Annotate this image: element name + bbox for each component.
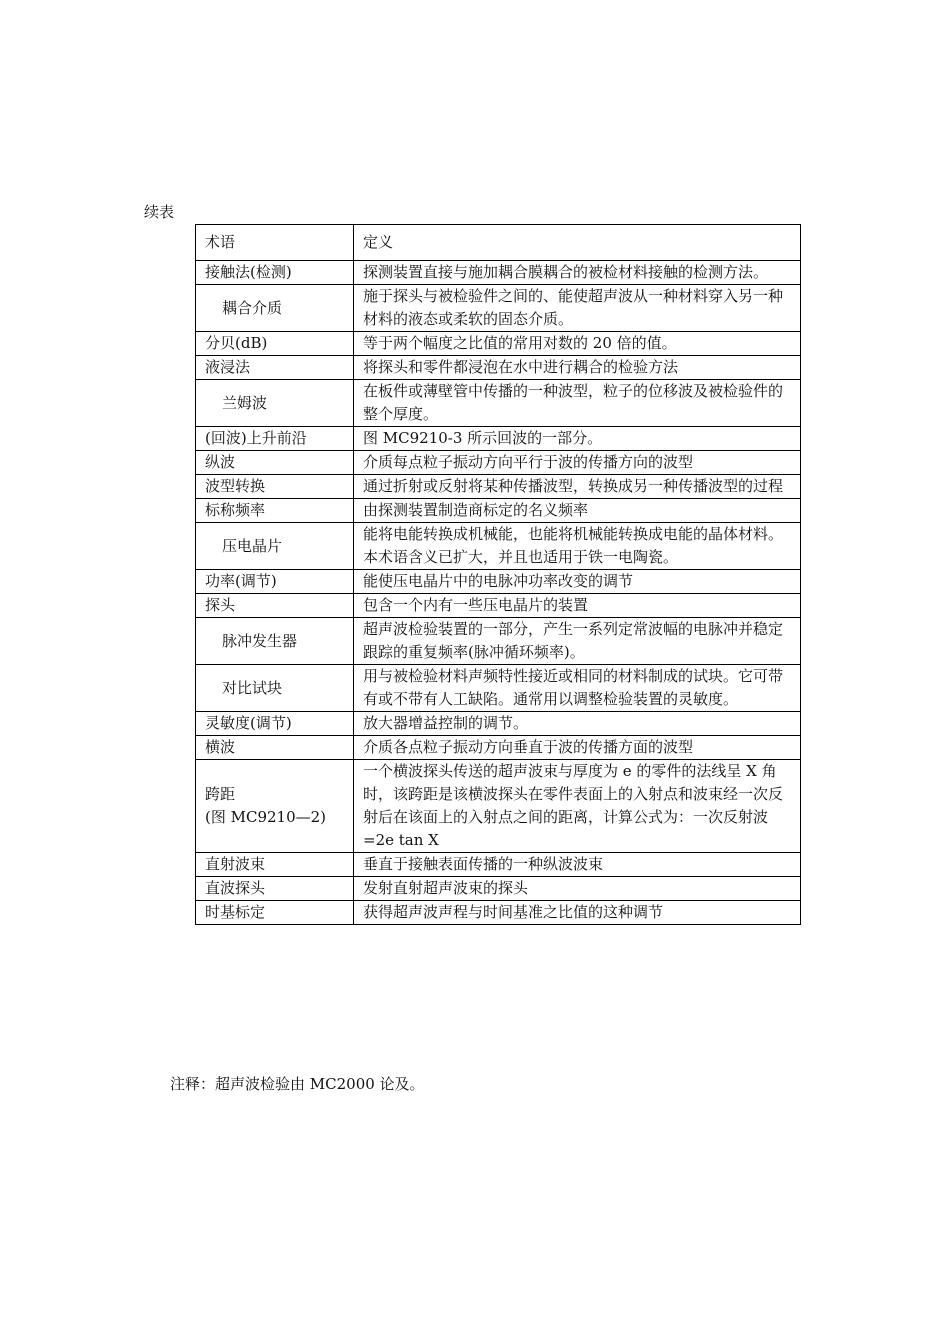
term-cell bbox=[196, 618, 354, 665]
term-text: 探头 bbox=[205, 596, 236, 614]
term-text: (图 MC9210—2) bbox=[205, 808, 327, 826]
table-header-row bbox=[196, 225, 801, 261]
table-row bbox=[196, 594, 801, 618]
definition-cell: 超声波检验装置的一部分，产生一系列定常波幅的电脉冲并稳定跟踪的重复频率(脉冲循环频率)。 bbox=[354, 618, 801, 665]
table-continued-caption: 续表 bbox=[144, 203, 175, 221]
table-row bbox=[196, 451, 801, 475]
term-cell bbox=[196, 451, 354, 475]
table-row bbox=[196, 736, 801, 760]
definition-cell: 能将电能转换成机械能，也能将机械能转换成电能的晶体材料。本术语含义已扩大，并且也适用于铁一电陶瓷。 bbox=[354, 523, 801, 570]
table-row bbox=[196, 901, 801, 925]
term-cell bbox=[196, 499, 354, 523]
term-cell bbox=[196, 475, 354, 499]
term-cell bbox=[196, 712, 354, 736]
table-row bbox=[196, 570, 801, 594]
term-text: 横波 bbox=[205, 738, 236, 756]
table-row bbox=[196, 760, 801, 853]
term-text: 分贝(dB) bbox=[205, 334, 268, 352]
table-row bbox=[196, 475, 801, 499]
table-row bbox=[196, 523, 801, 570]
definition-cell: 用与被检验材料声频特性接近或相同的材料制成的试块。它可带有或不带有人工缺陷。通常用以调整检验装置的灵敏度。 bbox=[354, 665, 801, 712]
table-row bbox=[196, 427, 801, 451]
term-text: 功率(调节) bbox=[205, 572, 277, 590]
term-text: 接触法(检测) bbox=[205, 263, 292, 281]
definition-cell: 将探头和零件都浸泡在水中进行耦合的检验方法 bbox=[354, 356, 801, 380]
definition-cell: 由探测装置制造商标定的名义频率 bbox=[354, 499, 801, 523]
term-text: 波型转换 bbox=[205, 477, 266, 495]
definition-cell: 等于两个幅度之比值的常用对数的 20 倍的值。 bbox=[354, 332, 801, 356]
table-row bbox=[196, 380, 801, 427]
table-row bbox=[196, 618, 801, 665]
term-cell bbox=[196, 285, 354, 332]
term-cell bbox=[196, 427, 354, 451]
term-cell bbox=[196, 877, 354, 901]
term-text: 标称频率 bbox=[205, 501, 266, 519]
definition-cell: 能使压电晶片中的电脉冲功率改变的调节 bbox=[354, 570, 801, 594]
table-row bbox=[196, 665, 801, 712]
header-term: 术语 bbox=[196, 225, 354, 261]
table-row bbox=[196, 853, 801, 877]
term-cell bbox=[196, 853, 354, 877]
definition-cell: 在板件或薄壁管中传播的一种波型，粒子的位移波及被检验件的整个厚度。 bbox=[354, 380, 801, 427]
definition-cell: 放大器增益控制的调节。 bbox=[354, 712, 801, 736]
term-text: (回波)上升前沿 bbox=[205, 429, 307, 447]
term-text: 对比试块 bbox=[222, 678, 283, 697]
term-text: 脉冲发生器 bbox=[222, 631, 298, 650]
table-row bbox=[196, 261, 801, 285]
table-row bbox=[196, 877, 801, 901]
term-text: 液浸法 bbox=[205, 358, 251, 376]
definition-cell: 包含一个内有一些压电晶片的装置 bbox=[354, 594, 801, 618]
definition-cell: 图 MC9210-3 所示回波的一部分。 bbox=[354, 427, 801, 451]
definition-cell: 探测装置直接与施加耦合膜耦合的被检材料接触的检测方法。 bbox=[354, 261, 801, 285]
definition-cell: 施于探头与被检验件之间的、能使超声波从一种材料穿入另一种材料的液态或柔软的固态介质。 bbox=[354, 285, 801, 332]
term-cell bbox=[196, 901, 354, 925]
term-text: 灵敏度(调节) bbox=[205, 714, 292, 732]
term-text: 直射波束 bbox=[205, 855, 266, 873]
definition-cell: 介质每点粒子振动方向平行于波的传播方向的波型 bbox=[354, 451, 801, 475]
definition-cell: 介质各点粒子振动方向垂直于波的传播方面的波型 bbox=[354, 736, 801, 760]
definition-cell: 一个横波探头传送的超声波束与厚度为 e 的零件的法线呈 X 角时，该跨距是该横波探头在零件表面上的入射点和波束经一次反射后在该面上的入射点之间的距离，计算公式为：一次反射波=2e tan X bbox=[354, 760, 801, 853]
term-cell bbox=[196, 736, 354, 760]
term-cell bbox=[196, 380, 354, 427]
term-cell bbox=[196, 594, 354, 618]
definition-cell: 垂直于接触表面传播的一种纵波波束 bbox=[354, 853, 801, 877]
table-row bbox=[196, 332, 801, 356]
table-row bbox=[196, 356, 801, 380]
header-definition: 定义 bbox=[354, 225, 801, 261]
term-cell bbox=[196, 332, 354, 356]
term-text: 兰姆波 bbox=[222, 393, 268, 412]
term-text: 跨距 bbox=[205, 785, 236, 803]
term-text: 直波探头 bbox=[205, 879, 266, 897]
table-row bbox=[196, 712, 801, 736]
definition-cell: 通过折射或反射将某种传播波型，转换成另一种传播波型的过程 bbox=[354, 475, 801, 499]
term-text: 耦合介质 bbox=[222, 298, 283, 317]
definition-cell: 获得超声波声程与时间基准之比值的这种调节 bbox=[354, 901, 801, 925]
term-cell bbox=[196, 570, 354, 594]
term-cell bbox=[196, 665, 354, 712]
term-cell bbox=[196, 261, 354, 285]
term-cell bbox=[196, 356, 354, 380]
footnote: 注释：超声波检验由 MC2000 论及。 bbox=[170, 1075, 425, 1093]
term-text: 压电晶片 bbox=[222, 536, 283, 555]
table-row bbox=[196, 499, 801, 523]
terms-table bbox=[195, 224, 801, 925]
definition-cell: 发射直射超声波束的探头 bbox=[354, 877, 801, 901]
term-text: 时基标定 bbox=[205, 903, 266, 921]
term-cell bbox=[196, 523, 354, 570]
term-cell bbox=[196, 760, 354, 853]
term-text: 纵波 bbox=[205, 453, 236, 471]
table-row bbox=[196, 285, 801, 332]
